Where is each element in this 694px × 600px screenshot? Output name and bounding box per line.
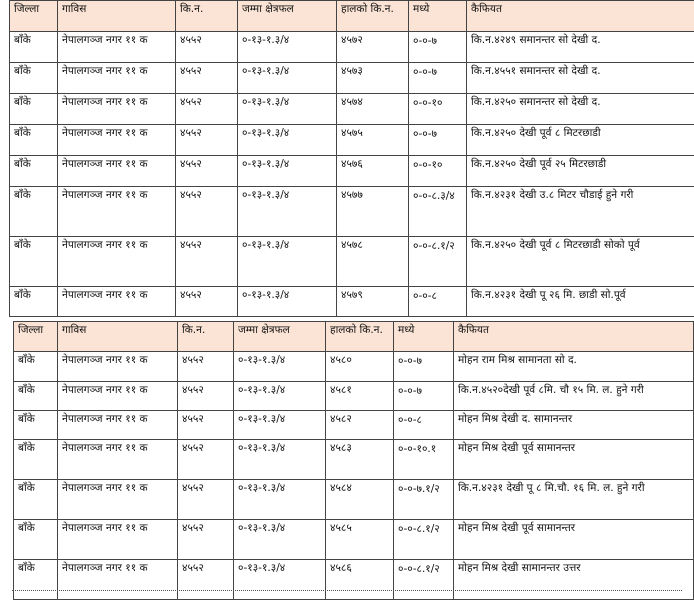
table-row	[14, 520, 694, 560]
table-row	[10, 32, 694, 63]
table-row	[14, 480, 694, 520]
portion-cell: ०-०-७.१/२	[394, 480, 454, 520]
district-cell: बाँके	[10, 156, 58, 187]
vdc-cell: नेपालगञ्ज नगर ११ क	[58, 480, 178, 520]
total-area-cell: ०-१३-१.३/४	[238, 287, 337, 317]
vdc-cell: नेपालगञ्ज नगर ११ क	[58, 411, 178, 440]
current-plot-number-cell: ४५७३	[337, 63, 409, 94]
plot-number-cell: ४५५२	[178, 411, 234, 440]
portion-cell: ०-०-१०.१	[394, 440, 454, 480]
district-cell: बाँके	[10, 237, 58, 287]
page-footer-edge	[0, 588, 694, 594]
total-area-cell: ०-१३-१.३/४	[234, 411, 326, 440]
portion-cell: ०-०-१०	[409, 156, 467, 187]
current-plot-number-cell: ४५८०	[326, 352, 394, 382]
table-row	[14, 352, 694, 382]
portion-cell: ०-०-७	[409, 125, 467, 156]
plot-number-cell: ४५५२	[178, 560, 234, 600]
plot-number-cell: ४५५२	[178, 440, 234, 480]
portion-cell: ०-०-८.१/२	[394, 520, 454, 560]
plot-number-cell: ४५५२	[178, 382, 234, 411]
plot-number-cell: ४५५२	[176, 94, 238, 125]
total-area-cell: ०-१३-१.३/४	[238, 94, 337, 125]
current-plot-number-cell: ४५८१	[326, 382, 394, 411]
plot-number-cell: ४५५२	[176, 187, 238, 237]
district-cell: बाँके	[14, 520, 58, 560]
current-plot-number-cell: ४५७७	[337, 187, 409, 237]
district-cell: बाँके	[10, 32, 58, 63]
plot-number-cell: ४५५२	[176, 32, 238, 63]
portion-cell: ०-०-८.३/४	[409, 187, 467, 237]
vdc-cell: नेपालगञ्ज नगर ११ क	[58, 520, 178, 560]
remarks-cell: कि.न.४२३१ देखी पू ८ मि.चौ. १६ मि. ल. हुने गरी	[454, 480, 694, 520]
remarks-cell: कि.न.४२५० देखी पूर्व ८ मिटरछाडी	[467, 125, 694, 156]
total-area-cell: ०-१३-१.३/४	[234, 480, 326, 520]
total-area-cell: ०-१३-१.३/४	[234, 382, 326, 411]
vdc-cell: नेपालगञ्ज नगर ११ क	[58, 382, 178, 411]
district-cell: बाँके	[14, 480, 58, 520]
current-plot-number-cell: ४५८३	[326, 440, 394, 480]
plot-number-cell: ४५५२	[178, 352, 234, 382]
portion-cell: ०-०-७	[409, 32, 467, 63]
vdc-cell: नेपालगञ्ज नगर ११ क	[58, 560, 178, 600]
header-remarks: कैफियत	[454, 322, 694, 352]
portion-cell: ०-०-७	[394, 352, 454, 382]
district-cell: बाँके	[10, 287, 58, 317]
district-cell: बाँके	[10, 125, 58, 156]
vdc-cell: नेपालगञ्ज नगर ११ क	[58, 440, 178, 480]
header-area: जम्मा क्षेत्रफल	[234, 322, 326, 352]
remarks-cell: मोहन मिश्र देखी सामानन्तर उत्तर	[454, 560, 694, 600]
header-remarks: कैफियत	[467, 1, 694, 32]
remarks-cell: कि.न.४२५० देखी पूर्व २५ मिटरछाडी	[467, 156, 694, 187]
district-cell: बाँके	[10, 187, 58, 237]
vdc-cell: नेपालगञ्ज नगर ११ क	[58, 156, 176, 187]
vdc-cell: नेपालगञ्ज नगर ११ क	[58, 287, 176, 317]
remarks-cell: कि.न.४२३१ देखी पू २६ मि. छाडी सो.पूर्व	[467, 287, 694, 317]
remarks-cell: कि.न.४२५० देखी पूर्व ८ मिटरछाडी सोको पूर्व	[467, 237, 694, 287]
remarks-cell: मोहन मिश्र देखी पूर्व सामानन्तर	[454, 520, 694, 560]
header-vdc: गाविस	[58, 322, 178, 352]
header-current: हालको कि.न.	[326, 322, 394, 352]
district-cell: बाँके	[10, 94, 58, 125]
table-row	[14, 411, 694, 440]
current-plot-number-cell: ४५८४	[326, 480, 394, 520]
header-plot: कि.न.	[176, 1, 238, 32]
land-record-table-2	[13, 321, 694, 600]
portion-cell: ०-०-७	[409, 63, 467, 94]
remarks-cell: मोहन मिश्र देखी द. सामानन्तर	[454, 411, 694, 440]
header-current: हालको कि.न.	[337, 1, 409, 32]
total-area-cell: ०-१३-१.३/४	[238, 156, 337, 187]
table-row	[10, 156, 694, 187]
header-plot: कि.न.	[178, 322, 234, 352]
district-cell: बाँके	[14, 440, 58, 480]
district-cell: बाँके	[10, 63, 58, 94]
table-header-row	[10, 1, 694, 32]
vdc-cell: नेपालगञ्ज नगर ११ क	[58, 187, 176, 237]
portion-cell: ०-०-८.१/२	[394, 560, 454, 600]
table-header-row	[14, 322, 694, 352]
plot-number-cell: ४५५२	[176, 237, 238, 287]
table-row	[10, 187, 694, 237]
remarks-cell: कि.न.४२४९ समानन्तर सो देखी द.	[467, 32, 694, 63]
current-plot-number-cell: ४५८५	[326, 520, 394, 560]
total-area-cell: ०-१३-१.३/४	[234, 520, 326, 560]
total-area-cell: ०-१३-१.३/४	[234, 440, 326, 480]
district-cell: बाँके	[14, 382, 58, 411]
current-plot-number-cell: ४५८२	[326, 411, 394, 440]
portion-cell: ०-०-८	[394, 411, 454, 440]
remarks-cell: कि.न.४२५० समानन्तर सो देखी द.	[467, 94, 694, 125]
table-row	[10, 287, 694, 317]
header-portion: मध्ये	[394, 322, 454, 352]
vdc-cell: नेपालगञ्ज नगर ११ क	[58, 32, 176, 63]
total-area-cell: ०-१३-१.३/४	[234, 560, 326, 600]
remarks-cell: कि.न.४५५१ समानन्तर सो देखी द.	[467, 63, 694, 94]
header-area: जम्मा क्षेत्रफल	[238, 1, 337, 32]
plot-number-cell: ४५५२	[176, 125, 238, 156]
header-district: जिल्ला	[10, 1, 58, 32]
plot-number-cell: ४५५२	[176, 156, 238, 187]
portion-cell: ०-०-७	[394, 382, 454, 411]
total-area-cell: ०-१३-१.३/४	[238, 187, 337, 237]
current-plot-number-cell: ४५७९	[337, 287, 409, 317]
portion-cell: ०-०-८	[409, 287, 467, 317]
current-plot-number-cell: ४५७८	[337, 237, 409, 287]
current-plot-number-cell: ४५८६	[326, 560, 394, 600]
vdc-cell: नेपालगञ्ज नगर ११ क	[58, 94, 176, 125]
remarks-cell: कि.न.४५२०देखी पूर्व ८मि. चौ १५ मि. ल. हुने गरी	[454, 382, 694, 411]
land-record-table-1	[9, 0, 694, 317]
total-area-cell: ०-१३-१.३/४	[238, 63, 337, 94]
remarks-cell: मोहन राम मिश्र सामानता सो द.	[454, 352, 694, 382]
table-row	[10, 125, 694, 156]
current-plot-number-cell: ४५७५	[337, 125, 409, 156]
header-portion: मध्ये	[409, 1, 467, 32]
header-vdc: गाविस	[58, 1, 176, 32]
total-area-cell: ०-१३-१.३/४	[234, 352, 326, 382]
vdc-cell: नेपालगञ्ज नगर ११ क	[58, 237, 176, 287]
table-row	[14, 440, 694, 480]
remarks-cell: मोहन मिश्र देखी पूर्व सामानन्तर	[454, 440, 694, 480]
plot-number-cell: ४५५२	[176, 287, 238, 317]
district-cell: बाँके	[14, 560, 58, 600]
table-row	[10, 94, 694, 125]
remarks-cell: कि.न.४२३१ देखी उ.८ मिटर चौडाई हुने गरी	[467, 187, 694, 237]
total-area-cell: ०-१३-१.३/४	[238, 125, 337, 156]
table-row	[14, 382, 694, 411]
portion-cell: ०-०-८.१/२	[409, 237, 467, 287]
vdc-cell: नेपालगञ्ज नगर ११ क	[58, 63, 176, 94]
current-plot-number-cell: ४५७२	[337, 32, 409, 63]
table-row	[10, 63, 694, 94]
header-district: जिल्ला	[14, 322, 58, 352]
vdc-cell: नेपालगञ्ज नगर ११ क	[58, 125, 176, 156]
table-row	[10, 237, 694, 287]
vdc-cell: नेपालगञ्ज नगर ११ क	[58, 352, 178, 382]
district-cell: बाँके	[14, 352, 58, 382]
current-plot-number-cell: ४५७६	[337, 156, 409, 187]
portion-cell: ०-०-१०	[409, 94, 467, 125]
plot-number-cell: ४५५२	[178, 480, 234, 520]
total-area-cell: ०-१३-१.३/४	[238, 237, 337, 287]
plot-number-cell: ४५५२	[178, 520, 234, 560]
plot-number-cell: ४५५२	[176, 63, 238, 94]
total-area-cell: ०-१३-१.३/४	[238, 32, 337, 63]
current-plot-number-cell: ४५७४	[337, 94, 409, 125]
district-cell: बाँके	[14, 411, 58, 440]
